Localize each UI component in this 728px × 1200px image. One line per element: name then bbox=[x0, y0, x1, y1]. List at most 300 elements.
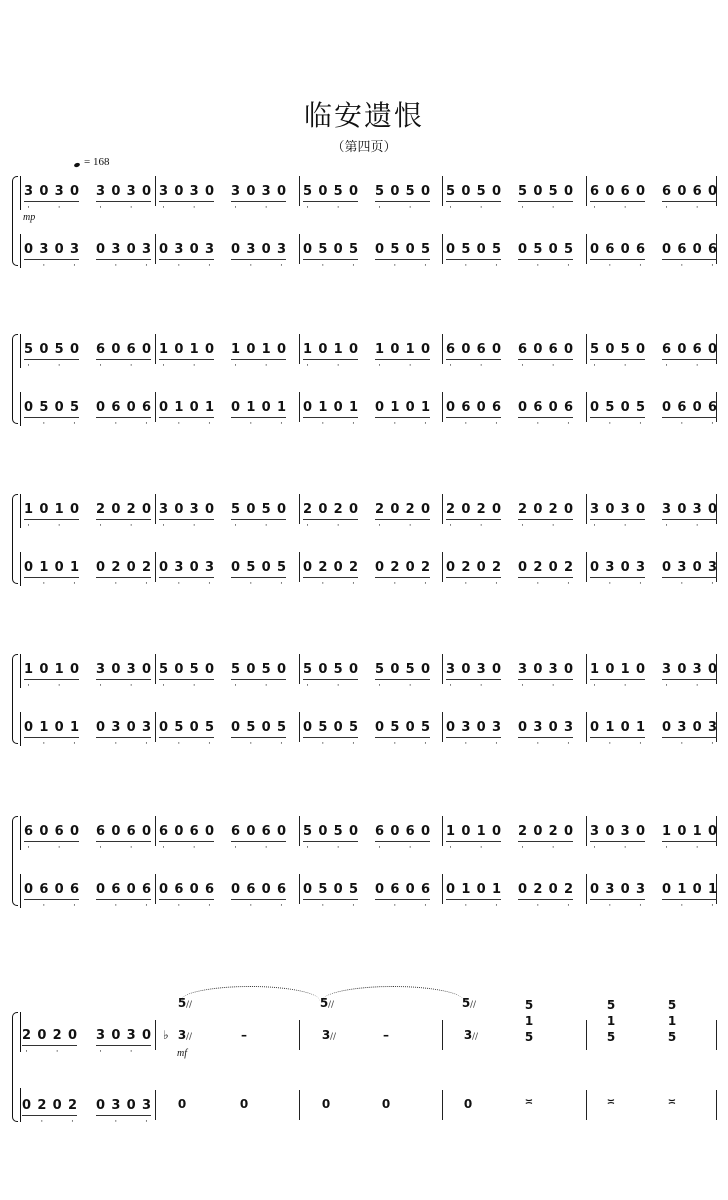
percussion-mark: ≍ bbox=[524, 1097, 534, 1108]
beat-underline bbox=[231, 679, 286, 680]
octave-dot bbox=[70, 522, 79, 530]
octave-dot bbox=[533, 682, 542, 690]
octave-dot: · bbox=[639, 739, 642, 749]
system-start-barline bbox=[20, 712, 21, 746]
octave-dot bbox=[349, 362, 358, 370]
octave-dot: · bbox=[449, 521, 452, 531]
octave-dot: · bbox=[42, 261, 46, 271]
beat-digits bbox=[590, 560, 645, 576]
octave-dots bbox=[590, 902, 645, 910]
barline bbox=[442, 234, 443, 264]
octave-dot bbox=[277, 844, 286, 852]
octave-dot: · bbox=[711, 739, 714, 749]
octave-dot: · bbox=[129, 361, 133, 371]
octave-dot: · bbox=[73, 901, 76, 911]
octave-dot: · bbox=[27, 843, 30, 853]
octave-dot bbox=[693, 262, 702, 270]
octave-dot: · bbox=[306, 361, 309, 371]
note-digit: 1 bbox=[707, 882, 718, 897]
beat-group bbox=[231, 662, 286, 692]
barline bbox=[155, 874, 156, 904]
octave-dot: · bbox=[639, 419, 642, 429]
octave-dot: · bbox=[249, 579, 253, 589]
beat-digits bbox=[303, 560, 358, 576]
octave-dot bbox=[246, 204, 255, 212]
note-digit: 6 bbox=[662, 342, 672, 357]
note-digit: 5 bbox=[533, 242, 543, 257]
beat-digits bbox=[231, 242, 286, 258]
beat-digits bbox=[590, 882, 645, 898]
beat-group bbox=[96, 720, 151, 750]
beat-underline bbox=[159, 359, 214, 360]
octave-dot: · bbox=[408, 681, 412, 691]
octave-dot bbox=[334, 902, 343, 910]
beat-group bbox=[303, 502, 358, 532]
octave-dot bbox=[111, 362, 120, 370]
beat-group bbox=[446, 242, 501, 272]
note-digit: 0 bbox=[54, 882, 64, 897]
note-digit: 0 bbox=[518, 400, 528, 415]
note-digit: 6 bbox=[96, 824, 106, 839]
octave-dot: · bbox=[264, 521, 268, 531]
beat-underline bbox=[159, 899, 214, 900]
octave-dot bbox=[37, 1048, 46, 1056]
barline bbox=[586, 552, 587, 582]
note-digit: 0 bbox=[563, 502, 574, 517]
octave-dot bbox=[693, 902, 702, 910]
octave-dot bbox=[564, 682, 573, 690]
note-digit: 0 bbox=[276, 662, 287, 677]
beat-underline bbox=[446, 519, 501, 520]
octave-dot bbox=[318, 682, 327, 690]
beat-digits bbox=[590, 184, 645, 200]
barline bbox=[299, 392, 300, 422]
note-digit: 1 bbox=[446, 824, 456, 839]
octave-dot: · bbox=[424, 419, 427, 429]
octave-dot: · bbox=[234, 203, 237, 213]
note-digit: 0 bbox=[111, 184, 121, 199]
beat-digits bbox=[96, 882, 151, 898]
beat-underline bbox=[303, 737, 358, 738]
octave-dot: · bbox=[99, 1047, 102, 1057]
note-digit: 3 bbox=[707, 720, 718, 735]
system-start-barline bbox=[20, 552, 21, 586]
slur-arc bbox=[322, 986, 464, 1001]
note-digit: 0 bbox=[174, 184, 184, 199]
beat-group bbox=[662, 824, 717, 854]
octave-dot: · bbox=[408, 521, 412, 531]
octave-dot bbox=[461, 522, 470, 530]
beat-underline bbox=[375, 737, 430, 738]
beat-underline bbox=[375, 841, 430, 842]
note-digit: 0 bbox=[533, 502, 543, 517]
octave-dots bbox=[375, 262, 430, 270]
octave-dots bbox=[24, 902, 79, 910]
octave-dot bbox=[677, 362, 686, 370]
note-digit: 0 bbox=[662, 720, 672, 735]
octave-dot: · bbox=[162, 361, 165, 371]
note-digit: 5 bbox=[348, 882, 359, 897]
octave-dot: · bbox=[57, 361, 61, 371]
beat-digits bbox=[446, 242, 501, 258]
octave-dot bbox=[590, 262, 599, 270]
octave-dot: · bbox=[57, 681, 61, 691]
note-digit: 0 bbox=[96, 1098, 106, 1113]
beat-digits bbox=[96, 662, 151, 678]
octave-dots bbox=[446, 204, 501, 212]
octave-dot bbox=[406, 580, 415, 588]
octave-dots bbox=[662, 362, 717, 370]
beat-group bbox=[446, 400, 501, 430]
octave-dot bbox=[461, 204, 470, 212]
octave-dot: · bbox=[608, 579, 612, 589]
note-digit: 0 bbox=[491, 502, 502, 517]
beat-group bbox=[662, 184, 717, 214]
beat-digits bbox=[518, 824, 573, 840]
note-digit: 3 bbox=[548, 662, 558, 677]
beat-underline bbox=[231, 899, 286, 900]
note-digit: 5 bbox=[635, 400, 646, 415]
octave-dot: · bbox=[567, 579, 570, 589]
note-digit: 6 bbox=[548, 342, 558, 357]
beat-digits bbox=[231, 342, 286, 358]
beat-digits bbox=[96, 824, 151, 840]
staff-system bbox=[0, 494, 728, 589]
octave-dot: · bbox=[665, 521, 668, 531]
beat-underline bbox=[96, 679, 151, 680]
beat-digits bbox=[24, 400, 79, 416]
octave-dot: · bbox=[378, 521, 381, 531]
staff-system bbox=[0, 654, 728, 749]
octave-dots bbox=[159, 262, 214, 270]
beat-group bbox=[375, 342, 430, 372]
page-title: 临安遗恨 bbox=[303, 99, 424, 132]
octave-dots bbox=[518, 362, 573, 370]
octave-dot bbox=[533, 844, 542, 852]
octave-dot bbox=[564, 362, 573, 370]
beat-digits bbox=[159, 560, 214, 576]
note-digit: 0 bbox=[246, 184, 256, 199]
note-digit: 0 bbox=[605, 502, 615, 517]
mid-note: 3 bbox=[463, 1028, 473, 1042]
note-digit: 5 bbox=[276, 720, 287, 735]
octave-dot: · bbox=[536, 579, 540, 589]
beat-group bbox=[662, 720, 717, 750]
beat-group bbox=[662, 662, 717, 692]
octave-dot bbox=[446, 580, 455, 588]
note-digit: 0 bbox=[174, 502, 184, 517]
note-digit: 6 bbox=[405, 824, 415, 839]
octave-dots bbox=[303, 262, 358, 270]
beat-digits bbox=[446, 824, 501, 840]
note-digit: 0 bbox=[590, 882, 600, 897]
beat-group bbox=[159, 242, 214, 272]
octave-dot: · bbox=[27, 521, 30, 531]
octave-dots bbox=[303, 902, 358, 910]
note-digit: 0 bbox=[261, 882, 271, 897]
percussion-mark: ≍ bbox=[667, 1097, 677, 1108]
octave-dot: · bbox=[162, 203, 165, 213]
octave-dot bbox=[68, 1048, 77, 1056]
note-digit: 5 bbox=[420, 242, 431, 257]
beat-underline bbox=[96, 737, 151, 738]
beat-group bbox=[590, 242, 645, 272]
octave-dot: · bbox=[551, 843, 555, 853]
beat-group bbox=[96, 824, 151, 854]
note-digit: 0 bbox=[461, 184, 471, 199]
octave-dot bbox=[549, 420, 558, 428]
beat-digits bbox=[96, 400, 151, 416]
note-digit: 1 bbox=[333, 342, 343, 357]
beat-digits bbox=[303, 882, 358, 898]
note-digit: 5 bbox=[548, 184, 558, 199]
beat-group bbox=[446, 342, 501, 372]
beat-group bbox=[159, 882, 214, 912]
note-digit: 0 bbox=[518, 720, 528, 735]
beat-underline bbox=[375, 519, 430, 520]
beat-underline bbox=[303, 519, 358, 520]
octave-dots bbox=[303, 522, 358, 530]
beat-group bbox=[303, 824, 358, 854]
note-digit: 0 bbox=[303, 242, 313, 257]
beat-underline bbox=[96, 899, 151, 900]
octave-dot bbox=[205, 522, 214, 530]
octave-dot: · bbox=[145, 739, 148, 749]
note-digit: 6 bbox=[390, 882, 400, 897]
note-digit: 6 bbox=[261, 824, 271, 839]
octave-dot bbox=[349, 204, 358, 212]
octave-dot bbox=[390, 204, 399, 212]
beat-underline bbox=[303, 259, 358, 260]
note-digit: 0 bbox=[461, 342, 471, 357]
beat-underline bbox=[231, 359, 286, 360]
note-digit: 1 bbox=[39, 720, 49, 735]
octave-dots bbox=[590, 262, 645, 270]
system-start-barline bbox=[20, 334, 21, 368]
octave-dots bbox=[22, 1048, 77, 1056]
beat-digits bbox=[446, 662, 501, 678]
note-digit: 1 bbox=[189, 342, 199, 357]
octave-dot: · bbox=[608, 739, 612, 749]
note-digit: 0 bbox=[303, 400, 313, 415]
note-digit: 3 bbox=[692, 662, 702, 677]
note-digit: 1 bbox=[590, 662, 600, 677]
beat-digits bbox=[159, 882, 214, 898]
note-digit: 2 bbox=[405, 502, 415, 517]
note-digit: 5 bbox=[333, 184, 343, 199]
note-digit: 2 bbox=[518, 824, 528, 839]
note-digit: 1 bbox=[276, 400, 287, 415]
octave-dot: · bbox=[249, 419, 253, 429]
beat-digits bbox=[303, 824, 358, 840]
beat-digits bbox=[662, 242, 717, 258]
octave-dot bbox=[53, 1118, 62, 1126]
beat-digits bbox=[231, 882, 286, 898]
beat-digits bbox=[662, 502, 717, 518]
note-digit: 3 bbox=[533, 720, 543, 735]
barline bbox=[586, 1090, 587, 1120]
octave-dot bbox=[621, 262, 630, 270]
beat-underline bbox=[159, 679, 214, 680]
barline bbox=[586, 392, 587, 422]
octave-dot: · bbox=[99, 681, 102, 691]
octave-dot: · bbox=[306, 843, 309, 853]
beat-underline bbox=[24, 259, 79, 260]
octave-dot bbox=[277, 204, 286, 212]
note-digit: 1 bbox=[174, 400, 184, 415]
octave-dot: · bbox=[321, 901, 325, 911]
octave-dot: · bbox=[249, 739, 253, 749]
mid-note: 3 bbox=[321, 1028, 331, 1042]
note-digit: 2 bbox=[548, 824, 558, 839]
octave-dots bbox=[375, 682, 430, 690]
octave-dot bbox=[621, 902, 630, 910]
octave-dot bbox=[231, 420, 240, 428]
note-digit: 0 bbox=[54, 560, 64, 575]
beat-group bbox=[590, 824, 645, 854]
octave-dot: · bbox=[378, 203, 381, 213]
octave-dot: · bbox=[192, 521, 196, 531]
note-digit: 0 bbox=[548, 882, 558, 897]
barline bbox=[299, 234, 300, 264]
note-digit: 6 bbox=[141, 400, 152, 415]
octave-dots bbox=[24, 420, 79, 428]
octave-dot: · bbox=[114, 579, 118, 589]
system-brace bbox=[12, 816, 18, 906]
beat-digits bbox=[231, 502, 286, 518]
note-digit: 0 bbox=[533, 824, 543, 839]
barline bbox=[586, 712, 587, 742]
octave-dots bbox=[96, 522, 151, 530]
octave-dot: · bbox=[234, 681, 237, 691]
octave-dot: · bbox=[695, 203, 699, 213]
beat-underline bbox=[96, 259, 151, 260]
note-digit: 3 bbox=[620, 502, 630, 517]
octave-dot bbox=[662, 420, 671, 428]
beat-underline bbox=[375, 577, 430, 578]
tremolo-icon: // bbox=[328, 1000, 335, 1010]
octave-dot: · bbox=[711, 261, 714, 271]
beat-underline bbox=[446, 201, 501, 202]
octave-dots bbox=[518, 420, 573, 428]
note-digit: 0 bbox=[635, 824, 646, 839]
octave-dot: · bbox=[114, 419, 118, 429]
note-digit: 5 bbox=[231, 502, 241, 517]
octave-dot: · bbox=[521, 521, 524, 531]
note-digit: 3 bbox=[491, 720, 502, 735]
system-brace bbox=[12, 334, 18, 424]
octave-dot: · bbox=[449, 681, 452, 691]
octave-dot bbox=[477, 740, 486, 748]
octave-dot bbox=[96, 1118, 105, 1126]
note-digit: 5 bbox=[318, 882, 328, 897]
octave-dot: · bbox=[593, 681, 596, 691]
note-digit: 6 bbox=[141, 882, 152, 897]
octave-dot: · bbox=[208, 579, 211, 589]
octave-dot: · bbox=[593, 521, 596, 531]
beat-digits bbox=[518, 184, 573, 200]
octave-dot: · bbox=[378, 843, 381, 853]
note-digit: 3 bbox=[126, 662, 136, 677]
note-digit: 0 bbox=[420, 184, 431, 199]
note-digit: 0 bbox=[67, 1028, 78, 1043]
octave-dots bbox=[96, 204, 151, 212]
note-digit: 5 bbox=[246, 720, 256, 735]
beat-underline bbox=[446, 359, 501, 360]
octave-dot bbox=[262, 580, 271, 588]
top-note: 5 bbox=[177, 996, 187, 1010]
note-digit: 1 bbox=[69, 560, 80, 575]
staff-system bbox=[0, 176, 728, 271]
quarter-note-icon bbox=[73, 162, 80, 168]
octave-dots bbox=[446, 902, 501, 910]
octave-dots bbox=[590, 362, 645, 370]
barline bbox=[155, 1090, 156, 1120]
beat-underline bbox=[590, 679, 645, 680]
octave-dots bbox=[231, 362, 286, 370]
note-digit: 0 bbox=[126, 560, 136, 575]
beat-underline bbox=[375, 201, 430, 202]
octave-dot bbox=[590, 902, 599, 910]
octave-dot bbox=[111, 204, 120, 212]
note-digit: 0 bbox=[276, 824, 287, 839]
beat-digits bbox=[96, 502, 151, 518]
note-digit: 0 bbox=[707, 824, 718, 839]
note-digit: 0 bbox=[69, 502, 80, 517]
octave-dot: · bbox=[449, 203, 452, 213]
flat-icon: ♭ bbox=[163, 1028, 169, 1042]
barline bbox=[299, 552, 300, 582]
octave-dot: · bbox=[234, 521, 237, 531]
octave-dot bbox=[549, 580, 558, 588]
note-digit: 5 bbox=[189, 662, 199, 677]
octave-dot: · bbox=[665, 203, 668, 213]
octave-dot: · bbox=[424, 739, 427, 749]
note-digit: 0 bbox=[189, 882, 199, 897]
octave-dot: · bbox=[695, 361, 699, 371]
note-digit: 3 bbox=[189, 502, 199, 517]
octave-dot: · bbox=[593, 203, 596, 213]
note-digit: 0 bbox=[518, 242, 528, 257]
octave-dot bbox=[590, 420, 599, 428]
octave-dot bbox=[636, 204, 645, 212]
beat-digits bbox=[159, 662, 214, 678]
note-digit: 5 bbox=[348, 242, 359, 257]
note-digit: 1 bbox=[204, 400, 215, 415]
note-digit: 0 bbox=[692, 560, 702, 575]
octave-dot bbox=[303, 902, 312, 910]
octave-dots bbox=[446, 682, 501, 690]
octave-dot: · bbox=[73, 739, 76, 749]
octave-dots bbox=[375, 740, 430, 748]
note-digit: 0 bbox=[405, 400, 415, 415]
barline bbox=[586, 234, 587, 264]
note-digit: 0 bbox=[491, 662, 502, 677]
note-digit: 5 bbox=[174, 720, 184, 735]
octave-dot: · bbox=[623, 361, 627, 371]
note-digit: 6 bbox=[491, 400, 502, 415]
octave-dot: · bbox=[479, 681, 483, 691]
octave-dot bbox=[446, 262, 455, 270]
beat-underline bbox=[518, 679, 573, 680]
note-digit: 0 bbox=[390, 502, 400, 517]
octave-dot: · bbox=[393, 739, 397, 749]
octave-dot: · bbox=[55, 1047, 59, 1057]
barline bbox=[299, 334, 300, 364]
note-digit: 3 bbox=[476, 662, 486, 677]
note-digit: 1 bbox=[303, 342, 313, 357]
barline bbox=[155, 654, 156, 684]
